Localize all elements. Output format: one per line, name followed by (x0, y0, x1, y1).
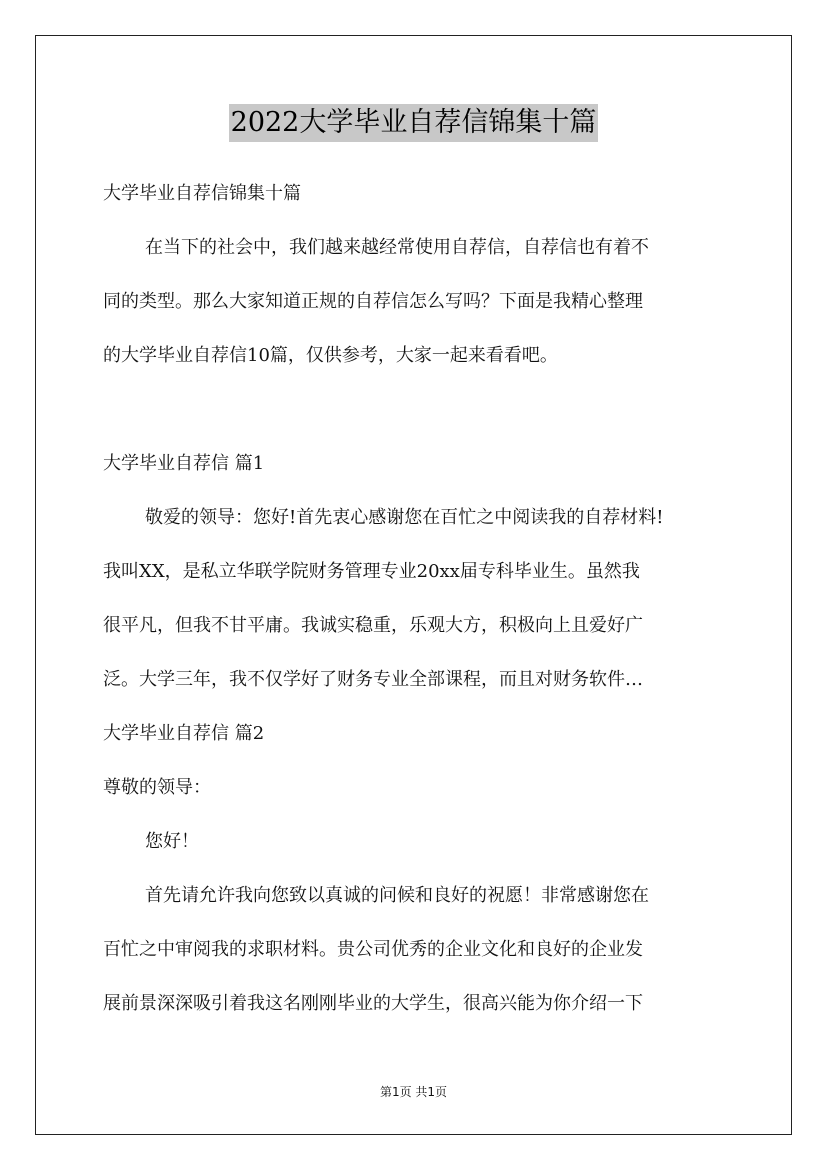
page-footer (0, 1084, 827, 1100)
intro-line-2: 同的类型。那么大家知道正规的自荐信怎么写吗？下面是我精心整理 (103, 291, 643, 312)
title-wrap (0, 104, 827, 142)
section2-line-1: 首先请允许我向您致以真诚的问候和良好的祝愿！非常感谢您在 (145, 885, 649, 906)
section2-greeting: 您好！ (145, 831, 199, 852)
section2-heading: 大学毕业自荐信 篇2 (103, 723, 265, 744)
section1-line-1: 敬爱的领导：您好!首先衷心感谢您在百忙之中阅读我的自荐材料! (145, 507, 664, 528)
document-subtitle: 大学毕业自荐信锦集十篇 (103, 183, 301, 204)
document-title: 2022大学毕业自荐信锦集十篇 (229, 104, 599, 142)
section1-heading: 大学毕业自荐信 篇1 (103, 453, 265, 474)
section2-line-2: 百忙之中审阅我的求职材料。贵公司优秀的企业文化和良好的企业发 (103, 939, 643, 960)
intro-line-3: 的大学毕业自荐信10篇，仅供参考，大家一起来看看吧。 (103, 345, 558, 366)
section1-line-2: 我叫XX，是私立华联学院财务管理专业20xx届专科毕业生。虽然我 (103, 561, 640, 582)
page-number-label: 第1页 共1页 (379, 1085, 448, 1099)
section1-line-4: 泛。大学三年，我不仅学好了财务专业全部课程，而且对财务软件… (103, 669, 643, 690)
section2-line-3: 展前景深深吸引着我这名刚刚毕业的大学生，很高兴能为你介绍一下 (103, 993, 643, 1014)
intro-line-1: 在当下的社会中，我们越来越经常使用自荐信，自荐信也有着不 (145, 237, 649, 258)
section1-line-3: 很平凡，但我不甘平庸。我诚实稳重，乐观大方，积极向上且爱好广 (103, 615, 643, 636)
section2-salutation: 尊敬的领导： (103, 777, 211, 798)
